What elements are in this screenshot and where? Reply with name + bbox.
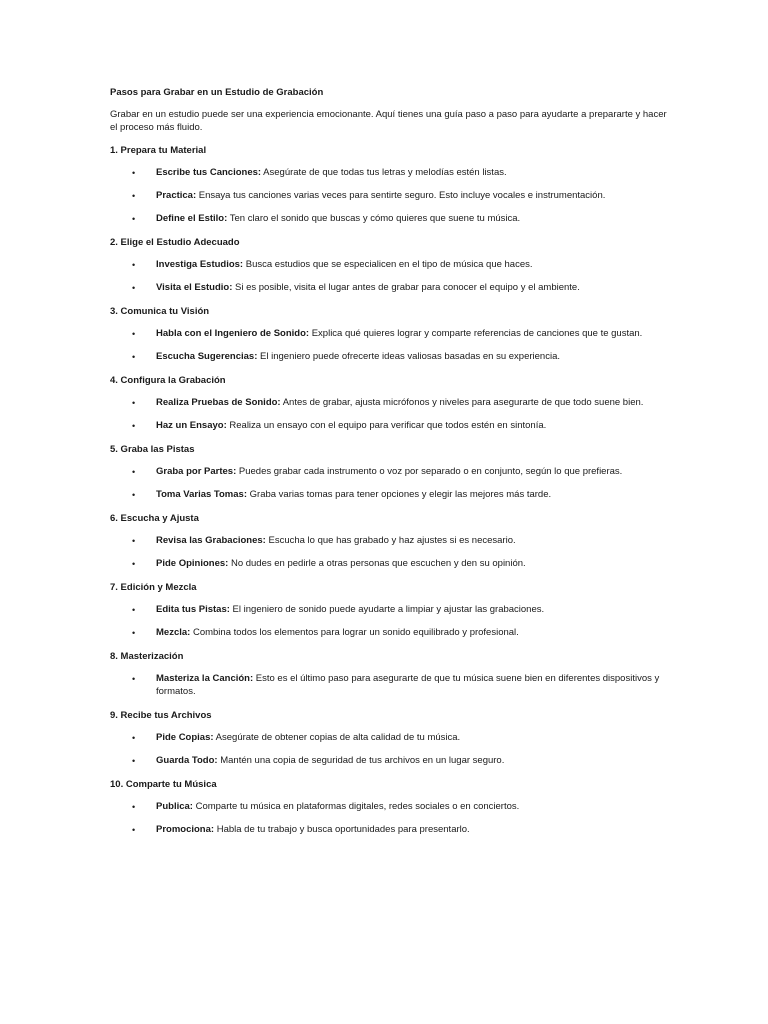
item-term: Pide Copias: xyxy=(156,731,214,743)
list-item xyxy=(110,420,670,433)
item-term: Practica: xyxy=(156,190,197,201)
item-term: Toma Varias Tomas: xyxy=(156,489,247,500)
section-list xyxy=(110,259,670,295)
section-heading: 6. Escucha y Ajusta xyxy=(110,513,199,524)
item-text: El ingeniero puede ofrecerte ideas valiosas basadas en su experiencia. xyxy=(257,351,560,362)
list-item xyxy=(110,535,670,548)
bullet-icon: • xyxy=(132,559,136,569)
bullet-icon: • xyxy=(132,755,136,766)
item-text: Habla de tu trabajo y busca oportunidades para presentarlo. xyxy=(214,823,470,835)
bullet-icon: • xyxy=(132,352,136,362)
item-term: Mezcla: xyxy=(156,627,191,638)
item-term: Graba por Partes: xyxy=(156,466,237,477)
list-item xyxy=(110,673,670,698)
section-list xyxy=(110,673,670,698)
section-heading: 10. Comparte tu Música xyxy=(110,778,217,790)
document-page xyxy=(110,86,670,847)
item-text: Comparte tu música en plataformas digitales, redes sociales o en conciertos. xyxy=(192,800,520,812)
list-item xyxy=(110,627,670,640)
section-list xyxy=(110,466,670,502)
item-term: Realiza Pruebas de Sonido: xyxy=(156,397,281,408)
bullet-icon: • xyxy=(132,467,136,477)
list-item xyxy=(110,604,670,617)
list-item xyxy=(110,213,670,226)
section-heading: 1. Prepara tu Material xyxy=(110,145,207,156)
item-text: Combina todos los elementos para lograr un sonido equilibrado y profesional. xyxy=(190,627,519,638)
bullet-icon: • xyxy=(132,283,136,293)
item-term: Pide Opiniones: xyxy=(156,558,229,569)
item-text: Realiza un ensayo con el equipo para verificar que todos estén en sintonía. xyxy=(226,420,547,431)
item-text: Ensaya tus canciones varias veces para sentirte seguro. Esto incluye vocales e instrumentación. xyxy=(196,190,606,201)
item-text: Antes de grabar, ajusta micrófonos y niveles para asegurarte de que todo suene bien. xyxy=(280,397,644,408)
list-item xyxy=(110,167,670,180)
section-heading: 5. Graba las Pistas xyxy=(110,444,195,455)
section-heading: 3. Comunica tu Visión xyxy=(110,306,210,317)
list-item xyxy=(110,732,670,745)
bullet-icon: • xyxy=(132,490,136,500)
bullet-icon: • xyxy=(132,801,136,812)
list-item xyxy=(110,351,670,364)
bullet-icon: • xyxy=(132,421,136,431)
list-item xyxy=(110,801,670,814)
item-text: Si es posible, visita el lugar antes de grabar para conocer el equipo y el ambiente. xyxy=(232,282,580,293)
item-text: Explica qué quieres lograr y comparte referencias de canciones que te gustan. xyxy=(309,328,643,339)
item-text: Asegúrate de obtener copias de alta calidad de tu música. xyxy=(213,731,461,743)
item-text: Graba varias tomas para tener opciones y elegir las mejores más tarde. xyxy=(247,489,552,500)
sections-container xyxy=(110,144,670,836)
list-item xyxy=(110,190,670,203)
item-text: Mantén una copia de seguridad de tus archivos en un lugar seguro. xyxy=(217,754,505,766)
list-item xyxy=(110,489,670,502)
section-list xyxy=(110,328,670,364)
list-item xyxy=(110,558,670,571)
document-title: Pasos para Grabar en un Estudio de Grabación xyxy=(110,87,324,98)
section-heading: 4. Configura la Grabación xyxy=(110,375,226,386)
item-term: Escribe tus Canciones: xyxy=(156,167,262,178)
bullet-icon: • xyxy=(132,191,136,201)
item-text: Puedes grabar cada instrumento o voz por separado o en conjunto, según lo que prefieras. xyxy=(236,466,623,477)
section-heading: 9. Recibe tus Archivos xyxy=(110,709,212,721)
item-text: El ingeniero de sonido puede ayudarte a limpiar y ajustar las grabaciones. xyxy=(229,604,545,615)
item-term: Haz un Ensayo: xyxy=(156,420,227,431)
list-item xyxy=(110,755,670,768)
section-list xyxy=(110,732,670,768)
item-term: Edita tus Pistas: xyxy=(156,604,230,615)
bullet-icon: • xyxy=(132,398,136,408)
list-item xyxy=(110,282,670,295)
intro-paragraph: Grabar en un estudio puede ser una experiencia emocionante. Aquí tienes una guía paso a paso para ayudarte a prepararte y hacer el proceso más fluido. xyxy=(110,109,667,133)
item-text: Asegúrate de que todas tus letras y melodías estén listas. xyxy=(261,167,507,178)
section-list xyxy=(110,801,670,837)
section-heading: 2. Elige el Estudio Adecuado xyxy=(110,237,240,248)
bullet-icon: • xyxy=(132,605,136,615)
item-text: Escucha lo que has grabado y haz ajustes si es necesario. xyxy=(265,535,516,546)
item-term: Habla con el Ingeniero de Sonido: xyxy=(156,328,310,339)
item-term: Masteriza la Canción: xyxy=(156,673,254,684)
item-term: Publica: xyxy=(156,800,193,812)
section-heading: 7. Edición y Mezcla xyxy=(110,582,197,593)
bullet-icon: • xyxy=(132,168,136,178)
item-term: Investiga Estudios: xyxy=(156,259,244,270)
section-list xyxy=(110,167,670,226)
list-item xyxy=(110,259,670,272)
bullet-icon: • xyxy=(132,536,136,546)
item-text: Ten claro el sonido que buscas y cómo quieres que suene tu música. xyxy=(227,213,521,224)
list-item xyxy=(110,824,670,837)
bullet-icon: • xyxy=(132,824,136,835)
bullet-icon: • xyxy=(132,732,136,743)
item-term: Revisa las Grabaciones: xyxy=(156,535,266,546)
item-text: Esto es el último paso para asegurarte de que tu música suene bien en diferentes dispositivos y formatos. xyxy=(156,673,660,697)
section-list xyxy=(110,535,670,571)
item-term: Promociona: xyxy=(156,823,215,835)
bullet-icon: • xyxy=(132,628,136,638)
bullet-icon: • xyxy=(132,214,136,224)
item-term: Visita el Estudio: xyxy=(156,282,233,293)
list-item xyxy=(110,397,670,410)
bullet-icon: • xyxy=(132,329,136,339)
item-term: Guarda Todo: xyxy=(156,754,218,766)
section-list xyxy=(110,604,670,640)
section-list xyxy=(110,397,670,433)
bullet-icon: • xyxy=(132,260,136,270)
item-text: Busca estudios que se especialicen en el tipo de música que haces. xyxy=(243,259,533,270)
item-term: Define el Estilo: xyxy=(156,213,228,224)
item-term: Escucha Sugerencias: xyxy=(156,351,258,362)
section-heading: 8. Masterización xyxy=(110,651,184,662)
list-item xyxy=(110,328,670,341)
item-text: No dudes en pedirle a otras personas que escuchen y den su opinión. xyxy=(228,558,526,569)
list-item xyxy=(110,466,670,479)
bullet-icon: • xyxy=(132,674,136,684)
